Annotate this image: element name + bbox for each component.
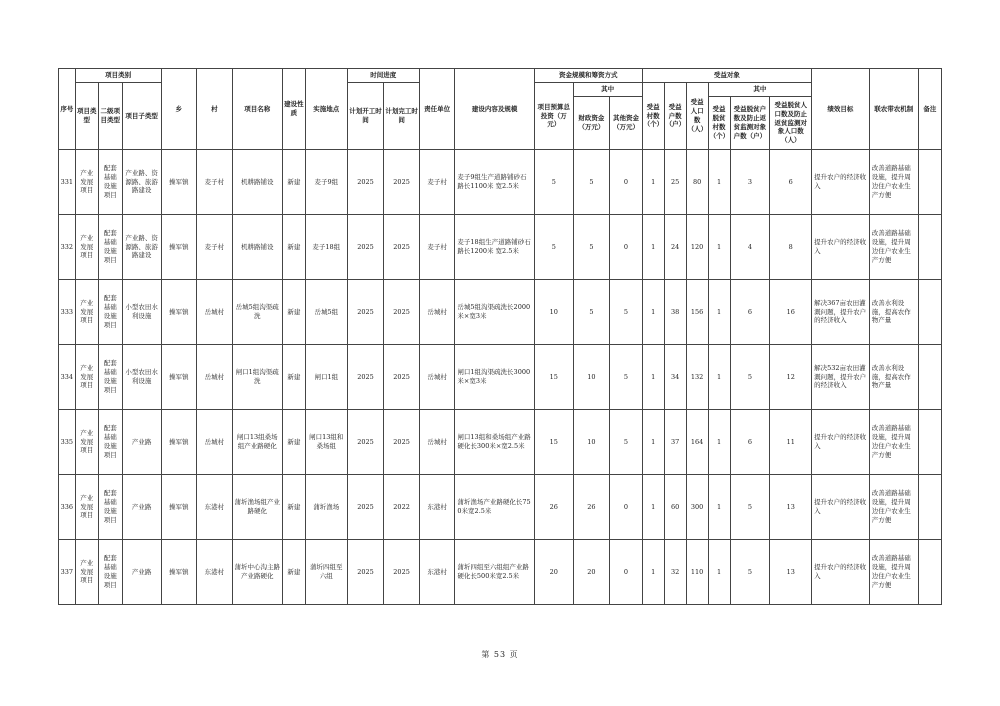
cell-sub: 产业路、资源路、旅游路建设 [122,150,161,215]
cell-other: 0 [610,540,642,605]
cell-mechanism: 改善道路基础设施，提升周边住户农业生产方便 [869,540,918,605]
header-mechanism: 联农带农机制 [869,69,918,150]
header-category-group: 项目类别 [75,69,161,83]
header-schedule-group: 时间进度 [347,69,419,83]
cell-name: 岳城5组沟渠疏洗 [232,280,282,345]
cell-goal: 解决532亩农田灌溉问题，提升农户的经济收入 [812,345,870,410]
cell-unit: 岳城村 [419,280,455,345]
header-funding-group: 资金规模和筹资方式 [534,69,642,83]
cell-mechanism: 改善道路基础设施，提升周边住户农业生产方便 [869,410,918,475]
cell-fiscal: 26 [573,475,610,540]
cell-nature: 新建 [282,280,305,345]
header-township: 乡 [161,69,197,150]
cell-location: 麦子9组 [305,150,347,215]
cell-sub: 小型农田水利设施 [122,280,161,345]
cell-start: 2025 [347,280,384,345]
cell-budget: 26 [534,475,573,540]
cell-content: 麦子9组生产道路铺砂石路长1100米 宽2.5米 [455,150,535,215]
cell-other: 5 [610,280,642,345]
cell-secondary: 配套基础设施项目 [98,345,122,410]
cell-households: 37 [664,410,686,475]
cell-unit: 麦子村 [419,150,455,215]
cell-nature: 新建 [282,345,305,410]
table-row [59,215,942,280]
cell-poor-population: 8 [770,215,812,280]
cell-sub: 产业路、资源路、旅游路建设 [122,215,161,280]
cell-start: 2025 [347,215,384,280]
cell-population: 132 [686,345,708,410]
cell-type: 产业发展项目 [75,410,98,475]
header-sub-type: 项目子类型 [122,83,161,150]
cell-type: 产业发展项目 [75,280,98,345]
cell-name: 蒲圻渔场组产业路硬化 [232,475,282,540]
cell-poor-villages: 1 [708,345,730,410]
cell-budget: 5 [534,215,573,280]
cell-villages: 1 [642,410,664,475]
cell-location: 麦子18组 [305,215,347,280]
cell-content: 麦子18组生产道路铺砂石路长1200米 宽2.5米 [455,215,535,280]
header-secondary-type: 二级项目类型 [98,83,122,150]
cell-content: 闸口1组沟渠疏洗长3000米×宽3米 [455,345,535,410]
cell-seq: 333 [59,280,76,345]
cell-budget: 5 [534,150,573,215]
cell-goal: 提升农户的经济收入 [812,410,870,475]
cell-location: 岳城5组 [305,280,347,345]
cell-population: 300 [686,475,708,540]
page-number: 第 53 页 [481,650,519,659]
cell-name: 闸口1组沟渠疏洗 [232,345,282,410]
cell-village: 岳城村 [197,410,233,475]
cell-secondary: 配套基础设施项目 [98,410,122,475]
header-other: 其他资金（万元） [610,97,642,150]
cell-remark [918,345,941,410]
project-table [58,68,942,605]
cell-name: 机耕路铺设 [232,150,282,215]
cell-end: 2025 [384,150,420,215]
cell-poor-population: 13 [770,475,812,540]
cell-budget: 20 [534,540,573,605]
cell-nature: 新建 [282,540,305,605]
cell-households: 32 [664,540,686,605]
cell-unit: 岳城村 [419,345,455,410]
cell-population: 156 [686,280,708,345]
cell-budget: 10 [534,280,573,345]
cell-mechanism: 改善道路基础设施，提升周边住户农业生产方便 [869,475,918,540]
cell-budget: 15 [534,345,573,410]
cell-mechanism: 改善道路基础设施，提升周边住户农业生产方便 [869,150,918,215]
header-poor-households: 受益脱贫户数及防止返贫监测对象户数（户） [730,97,770,150]
cell-location: 闸口13组和桑场组 [305,410,347,475]
cell-population: 164 [686,410,708,475]
cell-seq: 331 [59,150,76,215]
cell-village: 东港村 [197,540,233,605]
cell-poor-households: 6 [730,410,770,475]
cell-sub: 产业路 [122,540,161,605]
header-unit: 责任单位 [419,69,455,150]
cell-village: 岳城村 [197,345,233,410]
cell-name: 蒲圻中心沟主路产业路硬化 [232,540,282,605]
header-goal: 绩效目标 [812,69,870,150]
cell-households: 24 [664,215,686,280]
cell-village: 麦子村 [197,150,233,215]
cell-remark [918,410,941,475]
header-village: 村 [197,69,233,150]
header-project-type: 项目类型 [75,83,98,150]
header-seq: 序号 [59,69,76,150]
cell-population: 80 [686,150,708,215]
table-row [59,345,942,410]
header-content: 建设内容及规模 [455,69,535,150]
cell-unit: 麦子村 [419,215,455,280]
cell-fiscal: 10 [573,410,610,475]
header-beneficiary-group: 受益对象 [642,69,812,83]
header-beneficiary-sub: 其中 [708,83,812,97]
table-body [59,150,942,605]
cell-other: 0 [610,215,642,280]
cell-other: 0 [610,150,642,215]
cell-secondary: 配套基础设施项目 [98,540,122,605]
cell-unit: 岳城村 [419,410,455,475]
cell-goal: 提升农户的经济收入 [812,540,870,605]
cell-poor-villages: 1 [708,150,730,215]
cell-poor-villages: 1 [708,540,730,605]
cell-village: 东港村 [197,475,233,540]
cell-seq: 336 [59,475,76,540]
table-row [59,280,942,345]
cell-name: 机耕路铺设 [232,215,282,280]
cell-village: 岳城村 [197,280,233,345]
header-fiscal: 财政资金（万元） [573,97,610,150]
cell-secondary: 配套基础设施项目 [98,150,122,215]
cell-end: 2022 [384,475,420,540]
cell-villages: 1 [642,150,664,215]
cell-goal: 提升农户的经济收入 [812,475,870,540]
cell-poor-households: 5 [730,475,770,540]
header-nature: 建设性质 [282,69,305,150]
cell-sub: 小型农田水利设施 [122,345,161,410]
table-row [59,475,942,540]
cell-remark [918,150,941,215]
cell-type: 产业发展项目 [75,215,98,280]
cell-mechanism: 改善水利设施，提高农作物产量 [869,280,918,345]
cell-township: 操军镇 [161,215,197,280]
cell-content: 蒲圻四组至六组组产业路硬化长500米宽2.5米 [455,540,535,605]
cell-remark [918,215,941,280]
cell-sub: 产业路 [122,475,161,540]
header-villages: 受益村数（个） [642,83,664,150]
cell-other: 5 [610,410,642,475]
header-end: 计划完工时间 [384,83,420,150]
cell-remark [918,540,941,605]
cell-name: 闸口13组桑场组产业路硬化 [232,410,282,475]
cell-fiscal: 5 [573,280,610,345]
cell-remark [918,280,941,345]
cell-seq: 334 [59,345,76,410]
cell-village: 麦子村 [197,215,233,280]
cell-poor-villages: 1 [708,280,730,345]
cell-population: 110 [686,540,708,605]
cell-type: 产业发展项目 [75,345,98,410]
cell-poor-households: 5 [730,540,770,605]
header-start: 计划开工时间 [347,83,384,150]
cell-fiscal: 10 [573,345,610,410]
cell-end: 2025 [384,280,420,345]
cell-poor-households: 6 [730,280,770,345]
cell-sub: 产业路 [122,410,161,475]
cell-location: 蒲圻渔场 [305,475,347,540]
table-row [59,540,942,605]
cell-start: 2025 [347,540,384,605]
cell-fiscal: 5 [573,150,610,215]
cell-villages: 1 [642,280,664,345]
cell-seq: 337 [59,540,76,605]
cell-poor-population: 12 [770,345,812,410]
cell-secondary: 配套基础设施项目 [98,475,122,540]
cell-mechanism: 改善道路基础设施，提升周边住户农业生产方便 [869,215,918,280]
cell-seq: 335 [59,410,76,475]
cell-end: 2025 [384,345,420,410]
cell-villages: 1 [642,475,664,540]
cell-township: 操军镇 [161,540,197,605]
header-budget: 项目预算总投资（万元） [534,83,573,150]
cell-type: 产业发展项目 [75,150,98,215]
cell-end: 2025 [384,215,420,280]
cell-goal: 提升农户的经济收入 [812,215,870,280]
cell-poor-households: 4 [730,215,770,280]
cell-seq: 332 [59,215,76,280]
header-remark: 备注 [918,69,941,150]
cell-unit: 东港村 [419,540,455,605]
cell-content: 闸口13组和桑场组产业路硬化长300米×宽2.5米 [455,410,535,475]
cell-remark [918,475,941,540]
cell-poor-households: 3 [730,150,770,215]
cell-nature: 新建 [282,215,305,280]
cell-location: 闸口1组 [305,345,347,410]
cell-unit: 东港村 [419,475,455,540]
header-poor-villages: 受益脱贫村数（个） [708,97,730,150]
cell-other: 0 [610,475,642,540]
cell-population: 120 [686,215,708,280]
cell-content: 岳城5组沟渠疏洗长2000米×宽3米 [455,280,535,345]
cell-end: 2025 [384,410,420,475]
cell-nature: 新建 [282,410,305,475]
cell-poor-villages: 1 [708,475,730,540]
cell-poor-population: 6 [770,150,812,215]
cell-poor-villages: 1 [708,215,730,280]
cell-villages: 1 [642,345,664,410]
cell-poor-population: 16 [770,280,812,345]
cell-nature: 新建 [282,150,305,215]
cell-start: 2025 [347,150,384,215]
cell-budget: 15 [534,410,573,475]
cell-township: 操军镇 [161,280,197,345]
cell-households: 25 [664,150,686,215]
cell-poor-population: 11 [770,410,812,475]
cell-goal: 提升农户的经济收入 [812,150,870,215]
table-row [59,410,942,475]
cell-households: 38 [664,280,686,345]
cell-start: 2025 [347,475,384,540]
cell-type: 产业发展项目 [75,540,98,605]
cell-start: 2025 [347,345,384,410]
cell-secondary: 配套基础设施项目 [98,280,122,345]
table-row [59,150,942,215]
header-funding-sub: 其中 [573,83,642,97]
header-location: 实施地点 [305,69,347,150]
cell-mechanism: 改善水利设施，提高农作物产量 [869,345,918,410]
cell-other: 5 [610,345,642,410]
cell-households: 60 [664,475,686,540]
cell-fiscal: 20 [573,540,610,605]
cell-township: 操军镇 [161,475,197,540]
cell-location: 蒲圻四组至六组 [305,540,347,605]
cell-villages: 1 [642,215,664,280]
cell-type: 产业发展项目 [75,475,98,540]
cell-villages: 1 [642,540,664,605]
header-households: 受益户数（户） [664,83,686,150]
header-population: 受益人口数（人） [686,83,708,150]
cell-nature: 新建 [282,475,305,540]
cell-households: 34 [664,345,686,410]
cell-start: 2025 [347,410,384,475]
cell-township: 操军镇 [161,345,197,410]
cell-end: 2025 [384,540,420,605]
header-project-name: 项目名称 [232,69,282,150]
header-poor-population: 受益脱贫人口数及防止返贫监测对象人口数（人） [770,97,812,150]
cell-poor-villages: 1 [708,410,730,475]
cell-goal: 解决367亩农田灌溉问题，提升农户的经济收入 [812,280,870,345]
cell-township: 操军镇 [161,150,197,215]
cell-fiscal: 5 [573,215,610,280]
cell-content: 蒲圻渔场产业路硬化长750米宽2.5米 [455,475,535,540]
cell-poor-households: 5 [730,345,770,410]
cell-township: 操军镇 [161,410,197,475]
cell-secondary: 配套基础设施项目 [98,215,122,280]
cell-poor-population: 13 [770,540,812,605]
